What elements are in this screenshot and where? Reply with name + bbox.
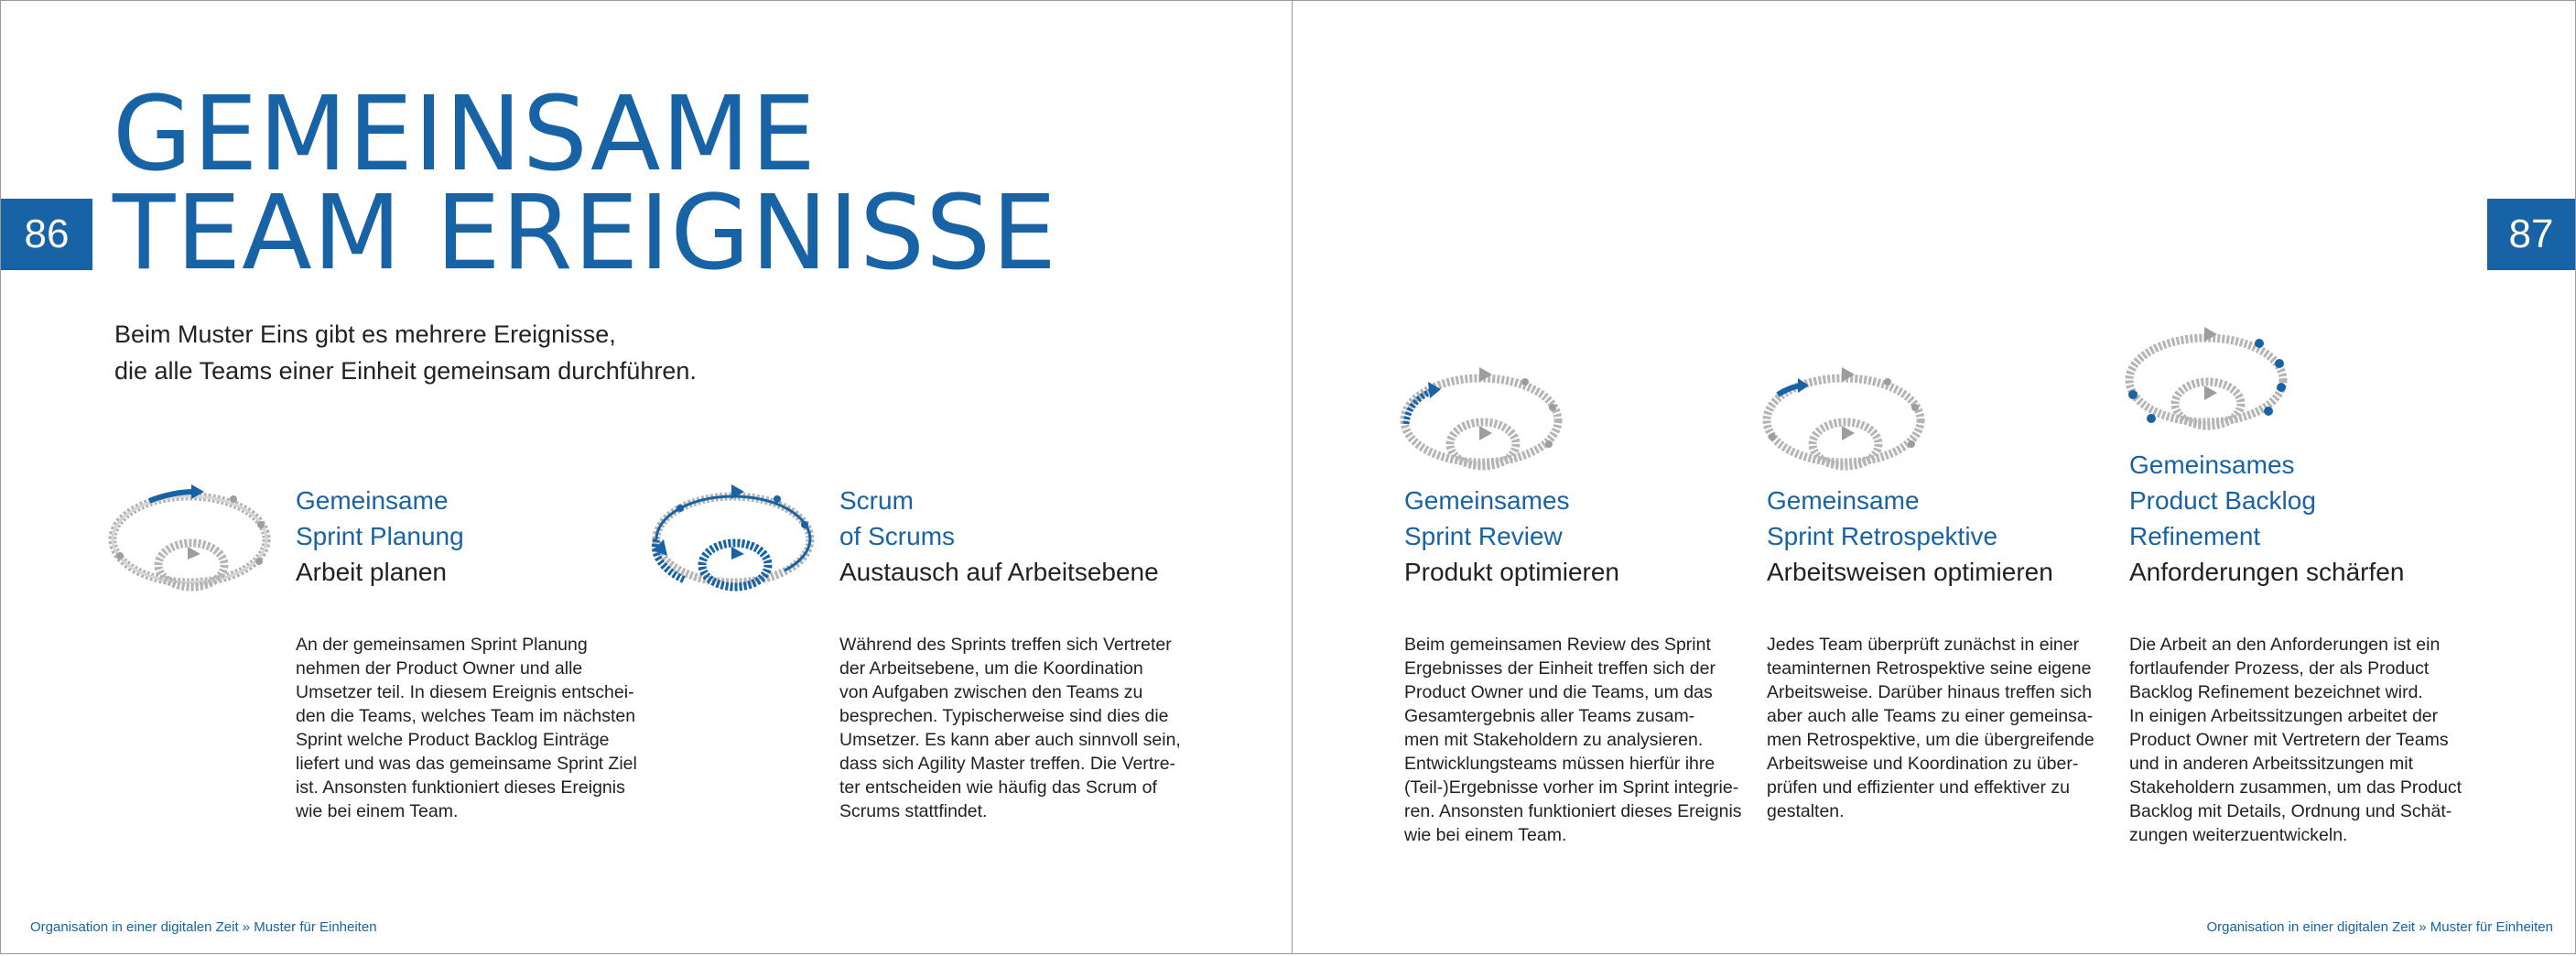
- subtitle-backlog-refinement: Anforderungen schärfen: [2129, 558, 2405, 586]
- body-line: Product Owner mit Vertretern der Teams: [2129, 730, 2449, 750]
- cycle-sprint-retrospective-icon: [1758, 364, 1932, 483]
- body-line: Stakeholdern zusammen, um das Product: [2129, 777, 2462, 798]
- body-line: besprechen. Typischerweise sind dies die: [839, 706, 1169, 726]
- heading-line: Refinement: [2129, 522, 2261, 550]
- body-line: den die Teams, welches Team im nächsten: [296, 706, 636, 726]
- cycle-sprint-review-icon: [1395, 364, 1569, 483]
- body-line: nehmen der Product Owner und alle: [296, 658, 583, 679]
- heading-line: Gemeinsames: [2129, 451, 2295, 479]
- body-line: Während des Sprints treffen sich Vertreter: [839, 635, 1172, 655]
- subtitle-sprint-planning: Arbeit planen: [296, 558, 448, 586]
- heading-line: Sprint Retrospektive: [1767, 522, 1998, 550]
- heading-line: Gemeinsames: [1404, 486, 1570, 515]
- body-line: dass sich Agility Master treffen. Die Vertre-: [839, 754, 1176, 774]
- footer-left: Organisation in einer digitalen Zeit » Muster für Einheiten: [30, 919, 377, 935]
- heading-line: Sprint Planung: [296, 522, 464, 550]
- body-line: aber auch alle Teams zu einer gemeinsa-: [1767, 706, 2094, 726]
- heading-line: Scrum: [839, 486, 914, 515]
- body-line: Entwicklungsteams müssen hierfür ihre: [1404, 754, 1716, 774]
- body-scrum-of-scrums: [839, 633, 1196, 823]
- body-line: Sprint welche Product Backlog Einträge: [296, 730, 610, 750]
- page-number-right: 87: [2487, 199, 2575, 270]
- page-number-left: 86: [1, 199, 92, 270]
- subtitle-scrum-of-scrums: Austausch auf Arbeitsebene: [839, 558, 1159, 586]
- intro-text: [114, 316, 697, 389]
- heading-line: of Scrums: [839, 522, 956, 550]
- body-line: Product Owner und die Teams, um das: [1404, 682, 1713, 702]
- heading-sprint-planning: [296, 483, 464, 554]
- footer-right: Organisation in einer digitalen Zeit » Muster für Einheiten: [2206, 919, 2553, 935]
- body-line: men Retrospektive, um die übergreifende: [1767, 730, 2094, 750]
- body-line: Ergebnisses der Einheit treffen sich der: [1404, 658, 1716, 679]
- body-line: men mit Stakeholdern zu analysieren.: [1404, 730, 1704, 750]
- body-line: teaminternen Retrospektive seine eigene: [1767, 658, 2092, 679]
- heading-scrum-of-scrums: [839, 483, 955, 554]
- body-line: Beim gemeinsamen Review des Sprint: [1404, 635, 1711, 655]
- body-line: Die Arbeit an den Anforderungen ist ein: [2129, 635, 2441, 655]
- heading-line: Product Backlog: [2129, 486, 2316, 515]
- body-line: (Teil-)Ergebnisse vorher im Sprint integrie-: [1404, 777, 1739, 798]
- body-line: Backlog mit Details, Ordnung und Schät-: [2129, 801, 2452, 821]
- right-page: [1292, 0, 2576, 954]
- body-line: Jedes Team überprüft zunächst in einer: [1767, 635, 2080, 655]
- body-line: zungen weiterzuentwickeln.: [2129, 825, 2348, 845]
- heading-line: Gemeinsame: [1767, 486, 1920, 515]
- body-line: von Aufgaben zwischen den Teams zu: [839, 682, 1143, 702]
- body-line: wie bei einem Team.: [1404, 825, 1567, 845]
- body-line: Gesamtergebnis aller Teams zusam-: [1404, 706, 1695, 726]
- body-line: der Arbeitsebene, um die Koordination: [839, 658, 1143, 679]
- body-line: ren. Ansonsten funktioniert dieses Ereignis: [1404, 801, 1742, 821]
- body-line: gestalten.: [1767, 801, 1845, 821]
- body-line: Backlog Refinement bezeichnet wird.: [2129, 682, 2423, 702]
- body-line: liefert und was das gemeinsame Sprint Ziel: [296, 754, 637, 774]
- heading-backlog-refinement: [2129, 447, 2316, 554]
- body-line: wie bei einem Team.: [296, 801, 459, 821]
- body-line: Arbeitsweise und Koordination zu über-: [1767, 754, 2079, 774]
- intro-line-2: die alle Teams einer Einheit gemeinsam durchführen.: [114, 357, 697, 385]
- intro-line-1: Beim Muster Eins gibt es mehrere Ereignisse,: [114, 320, 616, 348]
- body-line: fortlaufender Prozess, der als Product: [2129, 658, 2430, 679]
- subtitle-sprint-review: Produkt optimieren: [1404, 558, 1620, 586]
- heading-sprint-review: [1404, 483, 1570, 554]
- page-title: [113, 75, 1057, 293]
- subtitle-sprint-retrospective: Arbeitsweisen optimieren: [1767, 558, 2053, 586]
- heading-sprint-retrospective: [1767, 483, 1997, 554]
- heading-line: Gemeinsame: [296, 486, 449, 515]
- body-line: Arbeitsweise. Darüber hinaus treffen sich: [1767, 682, 2093, 702]
- body-line: ist. Ansonsten funktioniert dieses Ereignis: [296, 777, 625, 798]
- body-line: und in anderen Arbeitssitzungen mit: [2129, 754, 2414, 774]
- body-sprint-review: [1404, 633, 1761, 847]
- body-line: Umsetzer. Es kann aber auch sinnvoll sein,: [839, 730, 1181, 750]
- cycle-sprint-planning-icon: [103, 479, 277, 607]
- body-line: ter entscheiden wie häufig das Scrum of: [839, 777, 1157, 798]
- body-line: Scrums stattfindet.: [839, 801, 988, 821]
- title-line-2: TEAM EREIGNISSE: [113, 174, 1057, 293]
- body-sprint-retrospective: [1767, 633, 2124, 823]
- title-line-1: GEMEINSAME: [113, 75, 817, 194]
- body-line: In einigen Arbeitssitzungen arbeitet der: [2129, 706, 2439, 726]
- body-line: Umsetzer teil. In diesem Ereignis entschei-: [296, 682, 634, 702]
- cycle-backlog-refinement-icon: [2120, 323, 2294, 442]
- heading-line: Sprint Review: [1404, 522, 1563, 550]
- body-sprint-planning: [296, 633, 653, 823]
- body-line: An der gemeinsamen Sprint Planung: [296, 635, 588, 655]
- cycle-scrum-of-scrums-icon: [647, 479, 821, 607]
- body-backlog-refinement: [2129, 633, 2486, 847]
- body-line: prüfen und effizienter und effektiver zu: [1767, 777, 2070, 798]
